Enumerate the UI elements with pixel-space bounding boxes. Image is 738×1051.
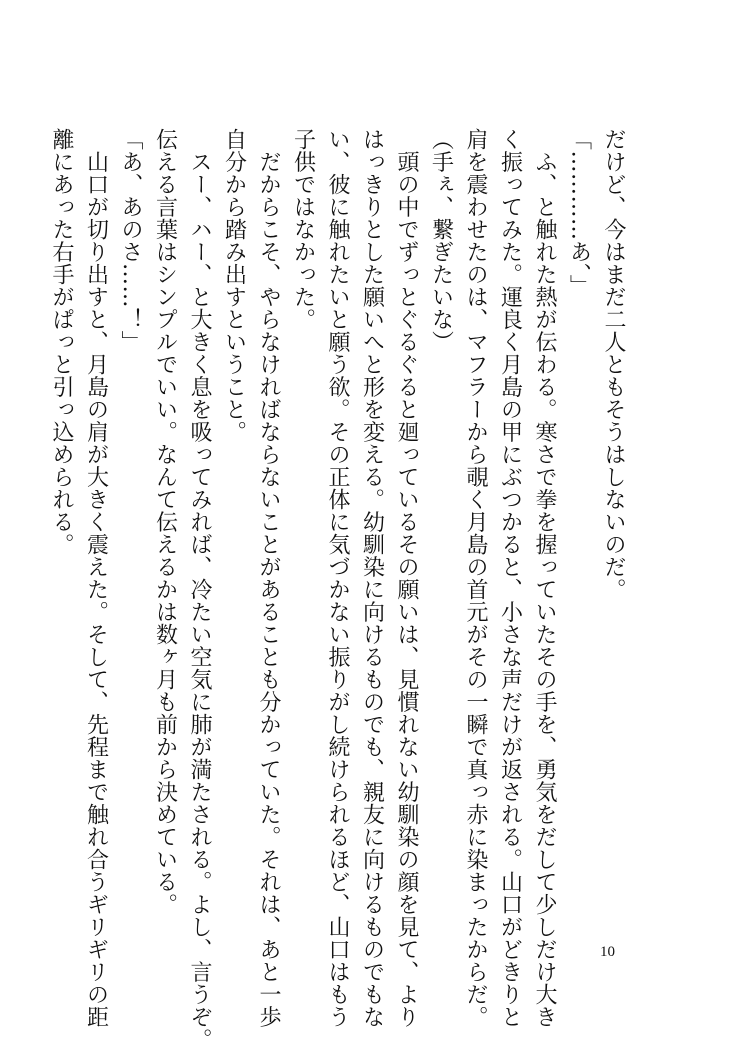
text-line: 「あ、あのさ……！」 <box>118 128 143 353</box>
text-line: ふ、と触れた熱が伝わる。寒さで拳を握っていたその手を、勇気をだして少しだけ大き <box>532 128 557 1028</box>
text-line: だからこそ、やらなければならないことがあることも分かっていた。それは、あと一歩 <box>256 128 281 1028</box>
text-line: 自分から踏み出すということ。 <box>221 128 247 443</box>
text-line: い、彼に触れたいと願う欲。その正体に気づかない振りがし続けられるほど、山口はもう <box>325 128 350 1028</box>
page-number: 10 <box>600 944 615 960</box>
text-line: 伝える言葉はシンプルでいい。なんて伝えるかは数ヶ月も前から決めている。 <box>152 128 178 916</box>
text-line: （手ぇ、繋ぎたいな） <box>428 128 454 353</box>
text-line: 山口が切り出すと、月島の肩が大きく震えた。そして、先程まで触れ合うギリギリの距 <box>83 128 109 1028</box>
text-line: 肩を震わせたのは、マフラーから覗く月島の首元がその一瞬で真っ赤に染まったからだ。 <box>463 128 488 1028</box>
text-line: スー、ハー、と大きく息を吸ってみれば、冷たい空気に肺が満たされる。よし、言うぞ。 <box>187 128 212 1051</box>
text-line: 頭の中でずっとぐるぐると廻っているその願いは、見慣れない幼馴染の顔を見て、より <box>394 128 419 1028</box>
text-line: く振ってみた。運良く月島の甲にぶつかると、小さな声だけが返される。山口がどきりと <box>497 128 523 1028</box>
text-line: 「…………あ、」 <box>566 128 592 297</box>
text-line: はっきりとした願いへと形を変える。幼馴染に向けるものでも、親友に向けるものでもな <box>359 128 385 1028</box>
text-line: 子供ではなかった。 <box>290 128 316 331</box>
text-line: 離にあった右手がぱっと引っ込められる。 <box>49 128 74 556</box>
text-line: だけど、今はまだ二人ともそうはしないのだ。 <box>601 128 626 601</box>
